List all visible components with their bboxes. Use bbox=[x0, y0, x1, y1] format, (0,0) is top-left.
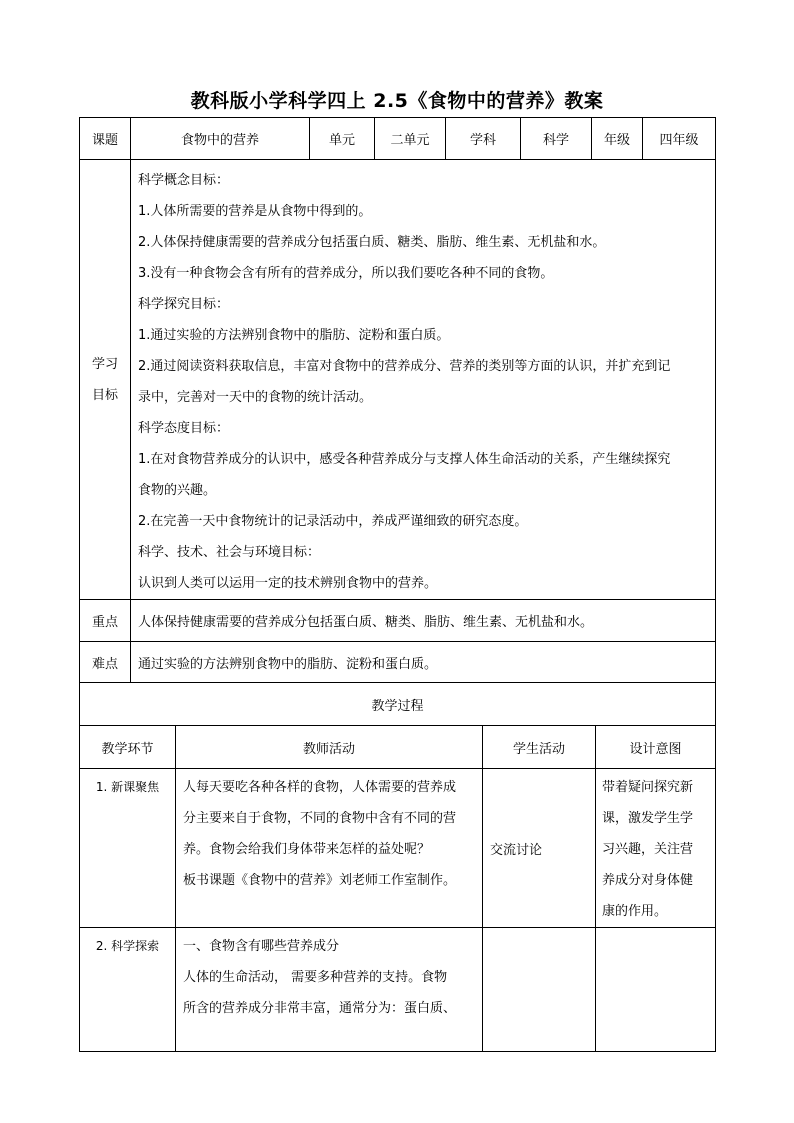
column-header-student: 学生活动 bbox=[483, 726, 596, 769]
key-point-row bbox=[80, 600, 716, 642]
lesson-info-table bbox=[79, 117, 716, 683]
objective-line: 科学、技术、社会与环境目标： bbox=[138, 545, 321, 560]
difficulty-text: 通过实验的方法辨别食物中的脂肪、淀粉和蛋白质。 bbox=[131, 642, 716, 683]
topic-value: 食物中的营养 bbox=[131, 118, 310, 160]
teacher-activity-line: 人每天要吃各种各样的食物，人体需要的营养成 bbox=[183, 780, 457, 795]
objective-line: 2.通过阅读资料获取信息，丰富对食物中的营养成分、营养的类别等方面的认识，并扩充到记 bbox=[138, 359, 671, 374]
teacher-activity-line: 所含的营养成分非常丰富，通常分为：蛋白质、 bbox=[183, 1001, 457, 1016]
design-intent-line: 带着疑问探究新 bbox=[602, 780, 694, 795]
objective-line: 科学态度目标： bbox=[138, 421, 230, 436]
column-header-stage: 教学环节 bbox=[80, 726, 176, 769]
objectives-label-line2: 目标 bbox=[91, 387, 118, 403]
key-point-text: 人体保持健康需要的营养成分包括蛋白质、糖类、脂肪、维生素、无机盐和水。 bbox=[131, 600, 716, 642]
process-heading-row bbox=[80, 683, 716, 726]
column-header-intent: 设计意图 bbox=[596, 726, 716, 769]
objectives-row bbox=[80, 160, 716, 600]
objective-line: 认识到人类可以运用一定的技术辨别食物中的营养。 bbox=[138, 576, 438, 591]
teacher-activity-line: 板书课题《食物中的营养》刘老师工作室制作。 bbox=[183, 873, 457, 888]
design-intent-line: 课，激发学生学 bbox=[602, 811, 694, 826]
subject-value: 科学 bbox=[521, 118, 592, 160]
subject-label: 学科 bbox=[446, 118, 521, 160]
objective-line: 1.通过实验的方法辨别食物中的脂肪、淀粉和蛋白质。 bbox=[138, 328, 450, 343]
objective-line: 3.没有一种食物会含有所有的营养成分，所以我们要吃各种不同的食物。 bbox=[138, 266, 554, 281]
process-row bbox=[80, 769, 716, 928]
objective-line: 2.在完善一天中食物统计的记录活动中，养成严谨细致的研究态度。 bbox=[138, 514, 528, 529]
process-column-headers bbox=[80, 726, 716, 769]
objectives-label-cell bbox=[80, 160, 131, 600]
teacher-activity-cell bbox=[176, 769, 483, 928]
objective-line: 录中，完善对一天中的食物的统计活动。 bbox=[138, 390, 373, 405]
objective-line: 1.在对食物营养成分的认识中，感受各种营养成分与支撑人体生命活动的关系，产生继续探究 bbox=[138, 452, 671, 467]
difficulty-label: 难点 bbox=[80, 642, 131, 683]
grade-value: 四年级 bbox=[643, 118, 716, 160]
teacher-activity-line: 养。食物会给我们身体带来怎样的益处呢？ bbox=[183, 842, 431, 857]
design-intent-cell bbox=[596, 769, 716, 928]
process-heading: 教学过程 bbox=[80, 683, 716, 726]
teacher-activity-line: 分主要来自于食物，不同的食物中含有不同的营 bbox=[183, 811, 457, 826]
objective-line: 1.人体所需要的营养是从食物中得到的。 bbox=[138, 204, 372, 219]
unit-label: 单元 bbox=[310, 118, 375, 160]
process-row bbox=[80, 928, 716, 1052]
topic-label: 课题 bbox=[80, 118, 131, 160]
info-row bbox=[80, 118, 716, 160]
student-activity-cell: 交流讨论 bbox=[483, 769, 596, 928]
unit-value: 二单元 bbox=[375, 118, 446, 160]
document-title: 教科版小学科学四上 2.5《食物中的营养》教案 bbox=[190, 90, 604, 112]
design-intent-line: 养成分对身体健 bbox=[602, 873, 694, 888]
stage-cell: 1. 新课聚焦 bbox=[80, 769, 176, 928]
teacher-activity-line: 一、食物含有哪些营养成分 bbox=[183, 939, 340, 954]
stage-cell: 2. 科学探索 bbox=[80, 928, 176, 1052]
objective-line: 科学探究目标： bbox=[138, 297, 230, 312]
grade-label: 年级 bbox=[592, 118, 643, 160]
objective-line: 科学概念目标： bbox=[138, 173, 230, 188]
objectives-label-line1: 学习 bbox=[91, 356, 118, 372]
teacher-activity-line: 人体的生命活动， 需要多种营养的支持。食物 bbox=[183, 970, 448, 985]
design-intent-line: 康的作用。 bbox=[602, 904, 668, 919]
teacher-activity-cell bbox=[176, 928, 483, 1052]
column-header-teacher: 教师活动 bbox=[176, 726, 483, 769]
objectives-content bbox=[131, 160, 716, 600]
teaching-process-table bbox=[79, 682, 716, 1052]
design-intent-cell bbox=[596, 928, 716, 1052]
difficulty-row bbox=[80, 642, 716, 683]
design-intent-line: 习兴趣，关注营 bbox=[602, 842, 694, 857]
key-point-label: 重点 bbox=[80, 600, 131, 642]
student-activity-cell bbox=[483, 928, 596, 1052]
objective-line: 食物的兴趣。 bbox=[138, 483, 217, 498]
objective-line: 2.人体保持健康需要的营养成分包括蛋白质、糖类、脂肪、维生素、无机盐和水。 bbox=[138, 235, 606, 250]
